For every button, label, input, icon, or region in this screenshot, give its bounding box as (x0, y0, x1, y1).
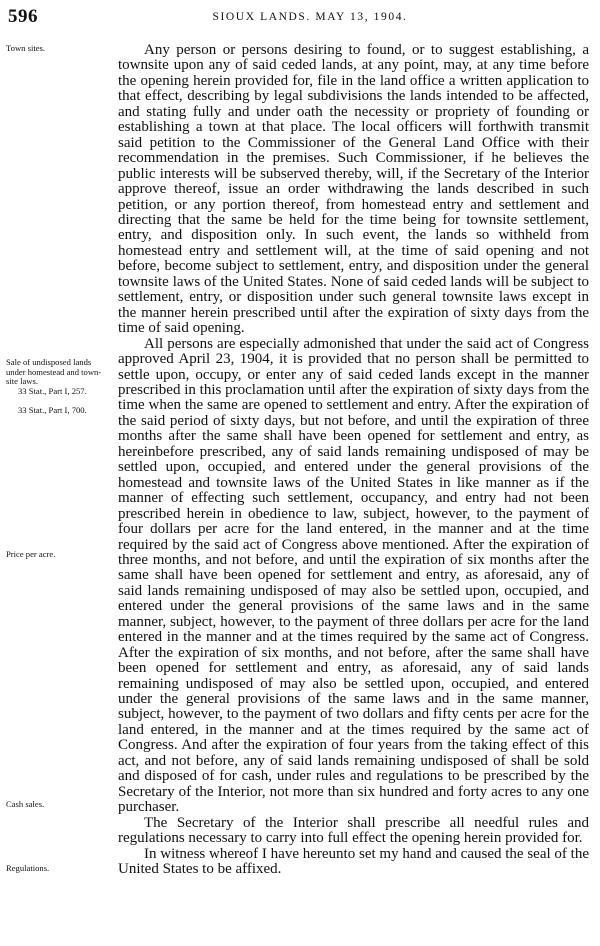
page-number: 596 (8, 6, 38, 27)
body-text (118, 43, 589, 877)
margin-note-sale (6, 358, 106, 396)
paragraph-witness: In witness whereof I have hereunto set my hand and caused the seal of the United States to be affixed. (118, 845, 589, 878)
statute-citation: 33 Stat., Part I, 700. (18, 405, 87, 415)
paragraph-sale-of-lands: All persons are especially admonished that under the said act of Congress approved April 23, 1904, it is provided that no person shall be permitted to settle upon, occupy, or enter any of said ceded lands except in the manner prescribed in this proclamation until after the expiration of sixty days from the time when the same are opened to settlement and entry. After the expiration of the said period of sixty days, but not before, and until the expiration of three months after the same shall have been opened for settlement and entry, as hereinbefore prescribed, any of said lands remaining undisposed of may be settled upon, occupied, and entered under the general provisions of the homestead and townsite laws of the United States in like manner as if the manner of effecting such settlement, occupancy, and entry had not been prescribed herein in obedience to law, subject, however, to the payment of four dollars per acre for the land entered, in the manner and at the time required by the said act of Congress above mentioned. After the expiration of three months, and not before, and until the expiration of six months after the same shall have been opened for settlement and entry, as aforesaid, any of said lands remaining undisposed of may also be settled upon, occupied, and entered under the general provisions of the same laws and in the same manner, subject, however, to the payment of three dollars per acre for the land entered in the manner and at the times required by the same act of Congress. After the expiration of six months, and not before, after the same shall have been opened for settlement and entry, as aforesaid, any of said lands remaining undisposed of may also be settled upon, occupied, and entered under the general provisions of the same laws and in the same manner, subject, however, to the payment of two dollars and fifty cents per acre for the land entered, in the manner and at the times required by the same act of Congress. And after the expiration of four years from the taking effect of this act, and not before, any of said lands remaining undisposed of shall be sold and disposed of for cash, under rules and regulations to be prescribed by the Secretary of the Interior, not more than six hundred and forty acres to any one purchaser. (118, 335, 589, 816)
paragraph-town-sites: Any person or persons desiring to found, or to suggest establishing, a townsite upon any of said ceded lands, at any point, may, at any time before the opening herein provided for, file in the land office a written application to that effect, describing by legal subdivisions the lands intended to be affected, and stating fully and under oath the necessity or propriety of founding or establishing a town at that place. The local officers will forthwith transmit said petition to the Commissioner of the General Land Office with their recommendation in the premises. Such Commissioner, if he believes the public interests will be subserved thereby, will, if the Secretary of the Interior approve thereof, issue an order withdrawing the lands described in such petition, or any portion thereof, from homestead entry and settlement and directing that the same be held for the time being for townsite settlement, entry, and disposition only. In such event, the lands so withheld from homestead entry and settlement will, at the time of said opening and not before, become subject to settlement, entry, and disposition under the general townsite laws of the United States. None of said ceded lands will be subject to settlement, entry, or disposition under such general townsite laws except in the manner herein prescribed until after the expiration of sixty days from the time of said opening. (118, 42, 589, 337)
paragraph-regulations: The Secretary of the Interior shall prescribe all needful rules and regulations necessary to carry into full effect the opening herein provided for. (118, 814, 589, 847)
margin-note-cash-sales: Cash sales. (6, 799, 45, 809)
statute-citation: 33 Stat., Part I, 257. (18, 385, 87, 396)
running-head: SIOUX LANDS. MAY 13, 1904. (212, 11, 408, 23)
margin-note-regulations: Regulations. (6, 863, 50, 873)
margin-note-town-sites: Town sites. (6, 43, 46, 53)
margin-note-sale-text: Sale of undisposed lands under homestead and town-site laws. (6, 357, 102, 387)
margin-note-price: Price per acre. (6, 549, 56, 559)
